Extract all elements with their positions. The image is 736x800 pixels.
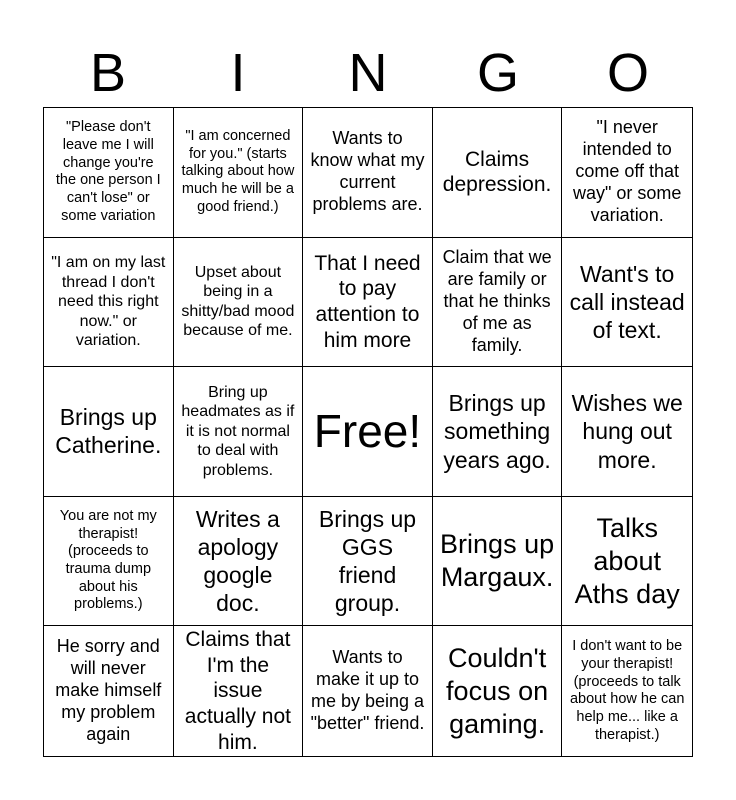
free-space[interactable] (303, 367, 433, 497)
cell-text: Upset about being in a shitty/bad mood because of me. (181, 263, 295, 340)
bingo-cell-5-3[interactable] (303, 626, 433, 756)
cell-text: Writes a apology google doc. (195, 506, 280, 617)
bingo-header (43, 40, 693, 106)
bingo-cell-2-2[interactable] (174, 238, 304, 368)
bingo-cell-1-1[interactable] (44, 108, 174, 238)
bingo-cell-3-1[interactable] (44, 367, 174, 497)
header-letter-n: N (348, 43, 388, 103)
cell-text: Claim that we are family or that he thinks of me as family. (442, 247, 552, 355)
bingo-cell-4-2[interactable] (174, 497, 304, 627)
bingo-cell-2-5[interactable] (562, 238, 692, 368)
bingo-cell-3-5[interactable] (562, 367, 692, 497)
header-letter-o: O (606, 43, 649, 103)
cell-text: Bring up headmates as if it is not normal to deal with problems. (181, 383, 295, 479)
cell-text: Brings up Margaux. (440, 529, 555, 593)
cell-text: Wishes we hung out more. (571, 390, 683, 473)
bingo-cell-5-1[interactable] (44, 626, 174, 756)
cell-text: Couldn't focus on gaming. (446, 642, 549, 739)
cell-text: Claims depression. (442, 147, 552, 197)
bingo-cell-3-2[interactable] (174, 367, 304, 497)
cell-text: Brings up GGS friend group. (318, 506, 417, 617)
bingo-cell-2-3[interactable] (303, 238, 433, 368)
bingo-cell-5-2[interactable] (174, 626, 304, 756)
bingo-cell-2-4[interactable] (433, 238, 563, 368)
cell-text: Wants to know what my current problems are. (310, 128, 425, 215)
cell-text: "I never intended to come off that way" or some variation. (572, 117, 682, 226)
cell-text: Brings up something years ago. (443, 390, 551, 473)
cell-text: Talks about Aths day (574, 512, 680, 609)
bingo-cell-5-5[interactable] (562, 626, 692, 756)
bingo-cell-3-4[interactable] (433, 367, 563, 497)
cell-text: That I need to pay attention to him more (314, 251, 421, 352)
bingo-cell-4-4[interactable] (433, 497, 563, 627)
bingo-cell-4-3[interactable] (303, 497, 433, 627)
header-letter-g: G (476, 43, 519, 103)
bingo-cell-2-1[interactable] (44, 238, 174, 368)
cell-text: You are not my therapist! (proceeds to trauma dump about his problems.) (59, 508, 157, 613)
free-space-label: Free! (313, 405, 422, 458)
bingo-cell-4-1[interactable] (44, 497, 174, 627)
bingo-cell-5-4[interactable] (433, 626, 563, 756)
cell-text: I don't want to be your therapist! (proceeds to talk about how he can help me... like a therapist.) (569, 638, 685, 743)
cell-text: Wants to make it up to me by being a "better" friend. (310, 647, 425, 734)
bingo-cell-1-2[interactable] (174, 108, 304, 238)
cell-text: Claims that I'm the issue actually not him. (184, 628, 291, 754)
cell-text: Brings up Catherine. (55, 404, 162, 459)
bingo-cell-1-5[interactable] (562, 108, 692, 238)
cell-text: "Please don't leave me I will change you're the one person I can't lose" or some variation (55, 119, 161, 224)
bingo-cell-1-3[interactable] (303, 108, 433, 238)
cell-text: "I am on my last thread I don't need this right now." or variation. (51, 254, 166, 350)
header-letter-b: B (89, 43, 127, 103)
cell-text: "I am concerned for you." (starts talking about how much he will be a good friend.) (181, 128, 295, 215)
bingo-cell-4-5[interactable] (562, 497, 692, 627)
bingo-cell-1-4[interactable] (433, 108, 563, 238)
bingo-board (43, 107, 693, 757)
header-letter-i: I (230, 43, 246, 103)
cell-text: He sorry and will never make himself my problem again (55, 636, 162, 745)
cell-text: Want's to call instead of text. (569, 260, 685, 343)
